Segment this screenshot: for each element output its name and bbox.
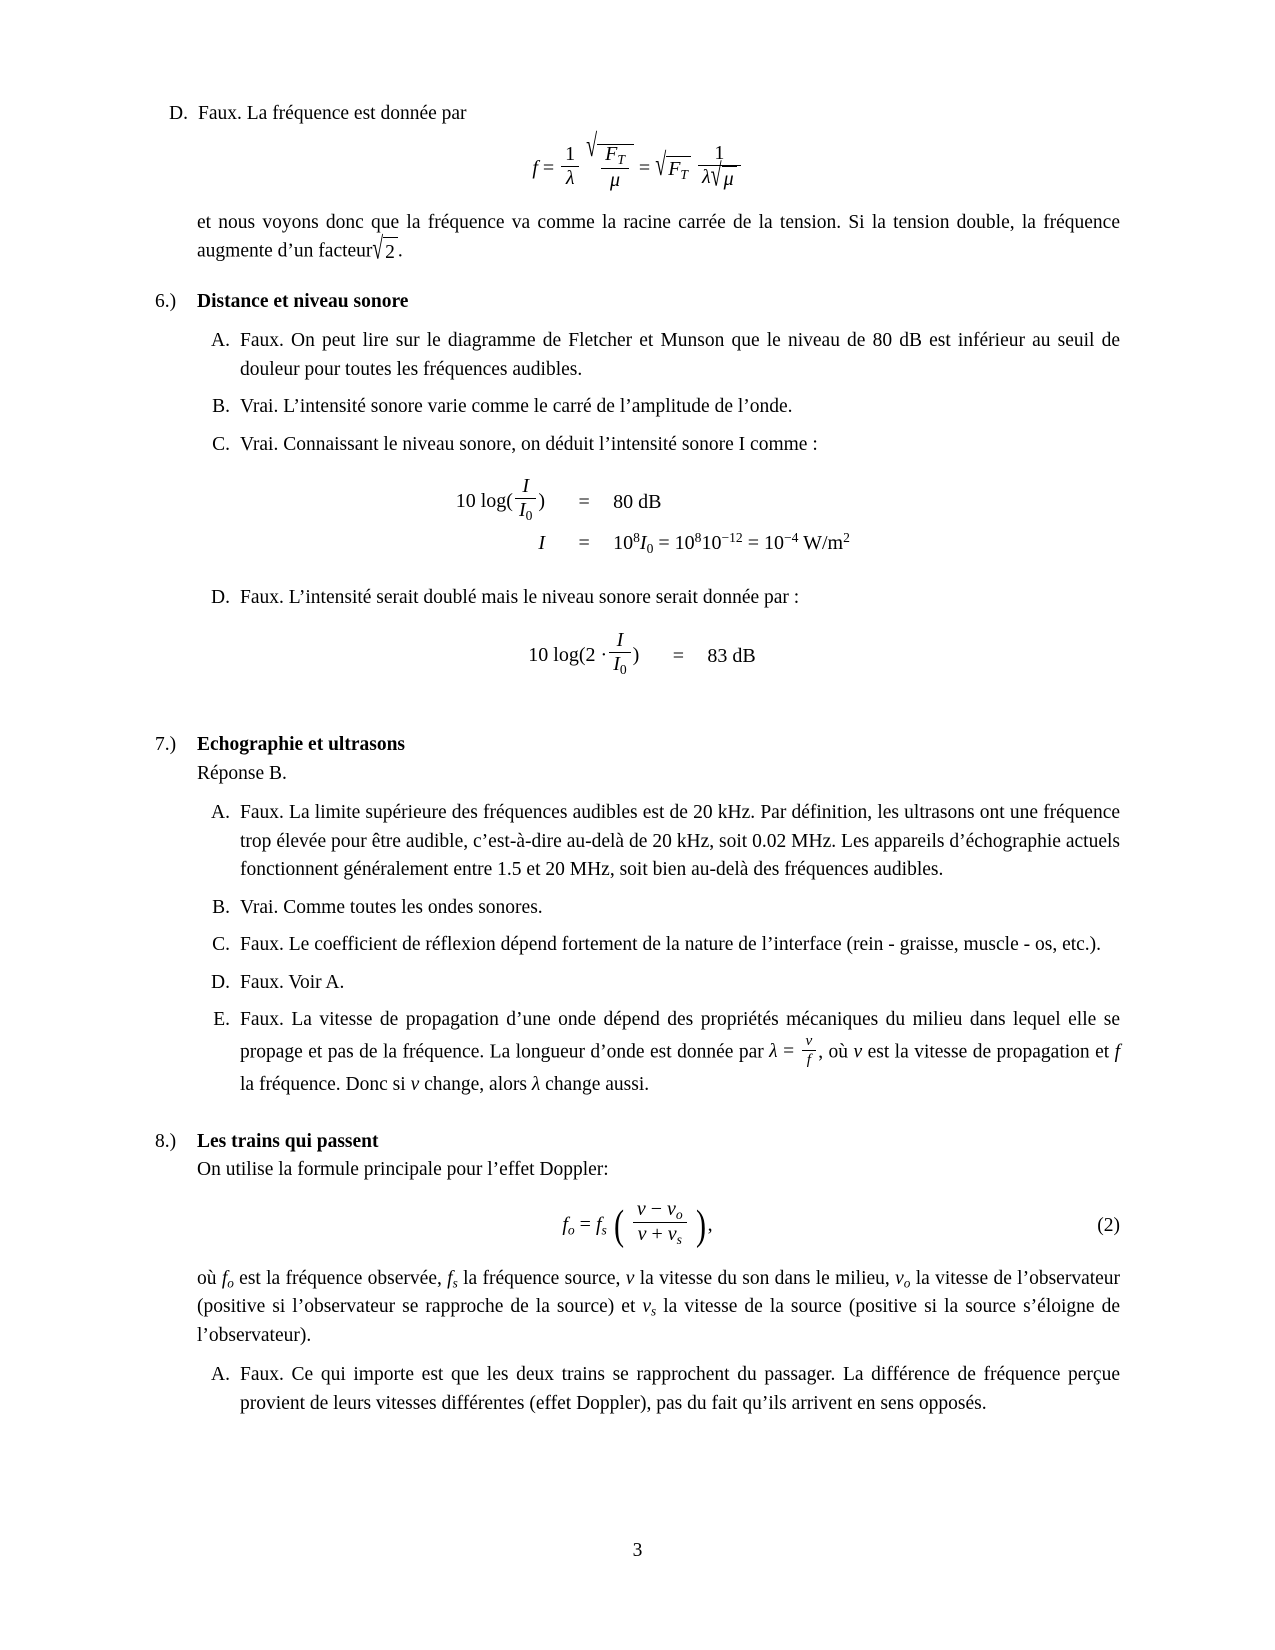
fraction-denominator: μ (610, 168, 621, 191)
item-label: A. (211, 330, 230, 352)
symbol-lambda: λ (769, 1041, 778, 1062)
subscript-0: 0 (619, 661, 627, 677)
symbol-I: I (518, 499, 526, 522)
unit-label: W/m (803, 531, 844, 554)
sqrt-ft (655, 148, 691, 184)
sqrt-two (372, 233, 397, 267)
doppler-explanation (197, 1265, 1120, 1350)
equation-relation-c: = (747, 531, 759, 554)
subscript-T: T (680, 167, 688, 183)
fraction-numerator: 1 (561, 143, 579, 167)
subscript-s: s (676, 1232, 682, 1248)
item-text: Faux. La limite supérieure des fréquences audibles est de 20 kHz. Par définition, les ultrasons ont une fréquence trop élevée pour être audible, c’est-à-dire au-delà de 20 kHz, soit 0.02 MHz. Les appareils d’échographie actuels fonctionnent généralement entre 1.5 et 20 MHz, soit bien au-delà des fréquences audibles. (240, 802, 1120, 881)
equation-left-side (519, 628, 661, 680)
symbol-lambda: λ (701, 166, 711, 189)
item-text: Faux. Ce qui importe est que les deux trains se rapprochent du passager. La différence de fréquence perçue provient de leurs vitesses différentes (effet Doppler), pas du fait qu’ils arrivent en sens opposés. (240, 1364, 1120, 1414)
page-number: 3 (632, 1540, 643, 1561)
fraction-one-over-lambda-sqrt-mu (698, 142, 741, 194)
fraction-I-over-I0 (515, 475, 536, 523)
text-part-4: la vitesse du son dans le milieu, (639, 1267, 890, 1289)
inline-wavelength-formula (769, 1032, 818, 1068)
log-prefix: 10 log( (455, 489, 513, 512)
symbol-v: v (666, 1197, 676, 1220)
radicand (597, 144, 634, 194)
fraction-numerator: v (802, 1032, 817, 1050)
fraction-doppler-ratio (633, 1198, 687, 1248)
symbol-fs: f (595, 1213, 602, 1236)
section-number: 7.) (155, 734, 177, 756)
section-7-lead (197, 760, 1120, 788)
sqrt-ft-over-mu (586, 129, 634, 194)
text-part-3: est la vitesse de propagation et (867, 1041, 1110, 1062)
fraction-numerator: I (609, 629, 630, 653)
paragraph-line-2-pre: la fréquence augmente d’un facteur (197, 211, 1120, 263)
fraction-numerator (633, 1198, 687, 1223)
equation-intensity-from-level (155, 475, 1120, 559)
section-number: 6.) (155, 290, 177, 312)
list-item (155, 100, 1120, 128)
equation-relation: = (578, 531, 590, 554)
term-10-pow-minus12 (701, 529, 743, 554)
exponent: −4 (783, 529, 799, 545)
log-suffix: ) (538, 489, 546, 512)
list-item (197, 931, 1120, 959)
unit-exponent: 2 (843, 529, 850, 545)
lead-text: Réponse B. (197, 762, 287, 784)
equation-row (425, 530, 850, 557)
fraction-denominator: f (806, 1050, 811, 1068)
base-10: 10 (701, 531, 722, 554)
equation-right-side: 80 dB (613, 490, 662, 513)
fraction-numerator: I (515, 475, 536, 499)
subscript-s: s (601, 1222, 607, 1238)
subscript-s: s (651, 1303, 657, 1319)
section-8-item-list (197, 1361, 1120, 1418)
equation-relation: = (578, 490, 590, 513)
symbol-v: v (895, 1267, 904, 1289)
radical-sign-icon: √ (372, 233, 384, 267)
item-label: B. (212, 396, 230, 418)
term-10-pow-minus4 (763, 529, 799, 554)
item-label: C. (212, 433, 230, 455)
section-title: Echographie et ultrasons (197, 734, 406, 756)
term-10-pow-8 (613, 529, 640, 554)
exponent: 8 (633, 529, 640, 545)
right-paren: ) (695, 1203, 706, 1250)
symbol-v: v (636, 1197, 646, 1220)
item-text: Vrai. Comme toutes les ondes sonores. (240, 896, 543, 918)
carryover-paragraph (197, 209, 1120, 268)
equation-rows (519, 629, 755, 683)
subscript-0: 0 (646, 540, 654, 556)
equation-relation: = (672, 644, 684, 667)
eq-relation-2: = (638, 157, 651, 180)
symbol-f: f (221, 1267, 228, 1289)
item-text: Faux. La fréquence est donnée par (198, 103, 467, 124)
item-label: A. (211, 1364, 230, 1386)
text-part-6: change aussi. (545, 1073, 650, 1095)
symbol-v: v (637, 1223, 647, 1246)
text-part-2: , où (818, 1041, 849, 1062)
symbol-fo (222, 1268, 234, 1289)
equation-row (425, 475, 850, 526)
section-7-heading (155, 731, 1120, 759)
fraction-one-over-lambda (561, 143, 579, 190)
symbol-v: v (667, 1223, 677, 1246)
units (803, 529, 850, 554)
symbol-v: v (853, 1041, 863, 1062)
radical-sign-icon: √ (655, 148, 667, 184)
fraction-numerator (601, 143, 629, 168)
text-part-5: change, alors (424, 1073, 527, 1095)
item-text: Faux. On peut lire sur le diagramme de Fletcher et Munson que le niveau de 80 dB est inférieur au seuil de douleur pour toutes les fréquences audibles. (240, 330, 1120, 380)
symbol-I: I (639, 531, 647, 554)
equation-left-side: I (538, 531, 546, 554)
radical-sign-icon: √ (710, 158, 722, 194)
log-suffix: ) (632, 643, 640, 666)
radicand: 2 (383, 237, 398, 267)
minus-sign: − (650, 1197, 662, 1220)
item-text: Faux. Voir A. (240, 971, 345, 993)
item-text: Vrai. L’intensité sonore varie comme le carré de l’amplitude de l’onde. (240, 396, 793, 418)
fraction-denominator: λ (565, 167, 575, 190)
equation-frequency-tension (155, 129, 1120, 194)
eq-lhs-f: f (532, 157, 538, 180)
fraction-denominator (633, 1223, 687, 1247)
section-8-heading (155, 1128, 1120, 1156)
radicand: μ (722, 166, 737, 191)
equals-sign: = (783, 1041, 795, 1062)
list-item (197, 393, 1120, 421)
list-item (197, 431, 1120, 459)
section-7-item-list (197, 799, 1120, 1099)
item-label: D. (211, 587, 230, 609)
item-text: Faux. L’intensité serait doublé mais le niveau sonore serait donnée par : (240, 587, 800, 609)
equation-row (519, 628, 756, 680)
text-part-2: est la fréquence observée, (239, 1267, 442, 1289)
base-10: 10 (763, 531, 784, 554)
item-label: C. (212, 934, 230, 956)
fraction-denominator (515, 499, 536, 523)
list-item (197, 969, 1120, 997)
equation-right-side: 83 dB (707, 644, 756, 667)
base-10: 10 (613, 531, 634, 554)
equation-doubled-intensity-level (155, 629, 1120, 683)
equation-relation-b: = (658, 531, 670, 554)
text-part-1: Faux. La vitesse de propagation d’une onde dépend des propriétés mécaniques du milieu dans lequel elle se propage et pas de la fréquence. La longueur d’onde est donnée par (240, 1009, 1120, 1062)
item-label: B. (212, 896, 230, 918)
item-label: A. (211, 802, 230, 824)
symbol-f: f (447, 1267, 453, 1289)
symbol-v: v (625, 1267, 635, 1289)
subscript-s: s (452, 1275, 458, 1291)
carryover-item-list (155, 100, 1120, 128)
item-text: Vrai. Connaissant le niveau sonore, on déduit l’intensité sonore I comme : (240, 433, 818, 455)
list-item (197, 1006, 1120, 1099)
equation-left-side (425, 475, 567, 526)
item-text-with-math (240, 1006, 1120, 1099)
symbol-vs (642, 1296, 656, 1317)
symbol-I: I (613, 652, 620, 675)
base-10: 10 (674, 531, 695, 554)
fraction-v-over-f (802, 1032, 817, 1068)
sqrt-mu (710, 158, 737, 194)
symbol-fs (447, 1268, 458, 1289)
section-title: Les trains qui passent (197, 1130, 379, 1152)
subscript-0: 0 (525, 507, 533, 523)
symbol-lambda-2: λ (531, 1073, 541, 1095)
list-item (197, 584, 1120, 612)
fraction-numerator: 1 (698, 142, 741, 166)
paragraph-line-2-post: . (397, 241, 403, 263)
page-content (155, 100, 1120, 1418)
fraction-denominator (609, 653, 630, 677)
text-part-5: la vitesse de l’observateur (positive si l’observateur se rapproche de la source) et (197, 1267, 1121, 1318)
subscript-T: T (617, 152, 625, 168)
equation-tag: (2) (1097, 1214, 1120, 1236)
text-part-1: où (197, 1267, 217, 1289)
radicand (666, 156, 691, 183)
list-item (197, 1361, 1120, 1418)
symbol-v-2: v (410, 1073, 420, 1095)
symbol-F: F (605, 143, 618, 166)
term-10-pow-8-b (674, 529, 702, 554)
item-label: D. (211, 971, 230, 993)
paragraph-line-1: et nous voyons donc que la fréquence va comme la racine carrée de la tension. Si la tension double, (197, 211, 1015, 233)
equation-relation: = (579, 1213, 591, 1236)
item-text: Faux. Le coefficient de réflexion dépend fortement de la nature de l’interface (rein - graisse, muscle - os, etc.). (240, 934, 1102, 956)
section-6-heading (155, 288, 1120, 316)
subscript-o: o (903, 1275, 911, 1291)
symbol-vo (895, 1268, 910, 1289)
section-8-lead (197, 1156, 1120, 1184)
text-part-4: la fréquence. Donc si (240, 1073, 406, 1095)
fraction-I-over-I0 (609, 629, 630, 677)
text-part-3: la fréquence source, (463, 1267, 621, 1289)
symbol-fo: f (562, 1213, 568, 1236)
list-item (197, 327, 1120, 384)
section-number: 8.) (155, 1130, 177, 1152)
section-title: Distance et niveau sonore (197, 290, 409, 312)
text-part-6: la vitesse de la source (positive si la source s’éloigne de l’observateur). (197, 1296, 1120, 1346)
fraction-ft-over-mu (601, 143, 629, 191)
left-paren: ( (613, 1203, 624, 1250)
symbol-v: v (642, 1296, 652, 1318)
lead-text: On utilise la formule principale pour l’effet Doppler: (197, 1159, 609, 1181)
log-prefix: 10 log(2 · (528, 643, 608, 666)
section-6-item-list (197, 327, 1120, 459)
symbol-F: F (668, 158, 681, 181)
symbol-f: f (1114, 1041, 1121, 1062)
subscript-o: o (227, 1275, 234, 1291)
subscript-o: o (567, 1222, 575, 1238)
subscript-o: o (675, 1206, 683, 1222)
fraction-denominator (698, 158, 741, 194)
exponent: 8 (694, 529, 702, 545)
item-label: E. (213, 1009, 230, 1031)
equation-rows (425, 475, 850, 559)
list-item (197, 894, 1120, 922)
exponent: −12 (721, 529, 743, 545)
equation-right-side (601, 530, 850, 557)
item-label: D. (169, 103, 188, 124)
plus-sign: + (651, 1223, 663, 1246)
eq-relation: = (542, 157, 555, 180)
equation-doppler (155, 1197, 1120, 1251)
equation-comma: , (707, 1213, 713, 1236)
section-6-item-list-d (197, 584, 1120, 612)
radical-sign-icon: √ (586, 129, 598, 165)
list-item (197, 799, 1120, 884)
